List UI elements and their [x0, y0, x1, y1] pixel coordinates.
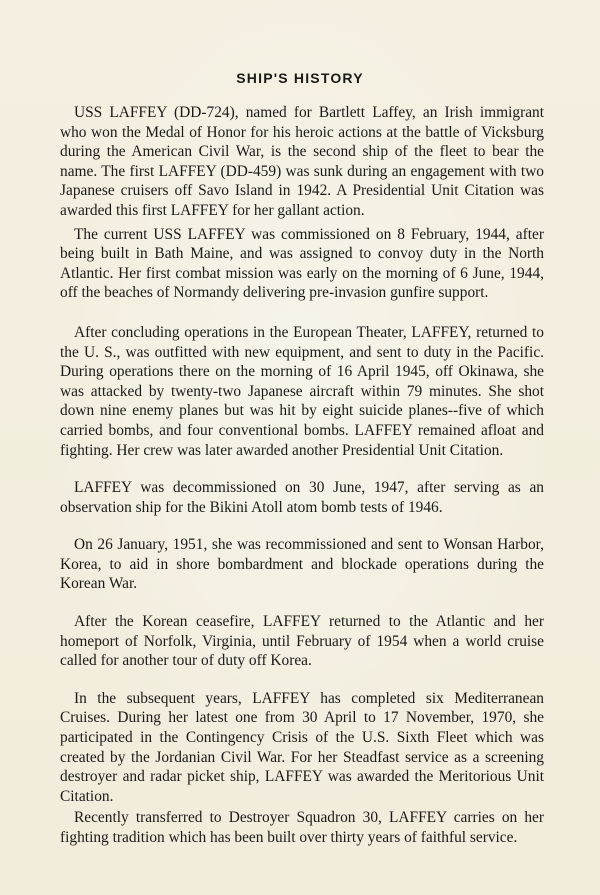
document-body	[60, 103, 544, 848]
paragraph-pacific-operations: After concluding operations in the European Theater, LAFFEY, returned to the U. S., was outfitted with new equipment, and sent to duty in the Pacific. During operations there on the morning of 16 April 1945, off Okinawa, she was attacked by twenty-two Japanese aircraft within 79 minutes. She shot down nine enemy planes but was hit by eight suicide planes--five of which carried bombs, and four conventional bombs. LAFFEY remained afloat and fighting. Her crew was later awarded another Presidential Unit Citation.	[60, 323, 544, 459]
paragraph-korean-war: On 26 January, 1951, she was recommissioned and sent to Wonsan Harbor, Korea, to aid in shore bombardment and blockade operations during the Korean War.	[60, 536, 544, 593]
page-title: SHIP'S HISTORY	[236, 70, 364, 86]
paragraph-destroyer-squadron: Recently transferred to Destroyer Squadron 30, LAFFEY carries on her fighting tradition which has been built over thirty years of faithful service.	[60, 809, 544, 846]
paragraph-decommissioning: LAFFEY was decommissioned on 30 June, 1947, after serving as an observation ship for the Bikini Atoll atom bomb tests of 1946.	[60, 479, 544, 516]
paragraph-mediterranean-cruises: In the subsequent years, LAFFEY has completed six Mediterranean Cruises. During her latest one from 30 April to 17 November, 1970, she participated in the Contingency Crisis of the U.S. Sixth Fleet which was created by the Jordanian Civil War. For her Steadfast service as a screening destroyer and radar picket ship, LAFFEY was awarded the Meritorious Unit Citation.	[60, 689, 544, 805]
paragraph-korean-ceasefire: After the Korean ceasefire, LAFFEY returned to the Atlantic and her homeport of Norfolk, Virginia, until February of 1954 when a world cruise called for another tour of duty off Korea.	[60, 613, 544, 670]
paragraph-commissioning: The current USS LAFFEY was commissioned on 8 February, 1944, after being built in Bath Maine, and was assigned to convoy duty in the North Atlantic. Her first combat mission was early on the morning of 6 June, 1944, off the beaches of Normandy delivering pre-invasion gunfire support.	[60, 225, 544, 302]
paragraph-ship-naming: USS LAFFEY (DD-724), named for Bartlett Laffey, an Irish immigrant who won the Medal of Honor for his heroic actions at the battle of Vicksburg during the American Civil War, is the second ship of the fleet to bear the name. The first LAFFEY (DD-459) was sunk during an engagement with two Japanese cruisers off Savo Island in 1942. A Presidential Unit Citation was awarded this first LAFFEY for her gallant action.	[60, 104, 544, 219]
